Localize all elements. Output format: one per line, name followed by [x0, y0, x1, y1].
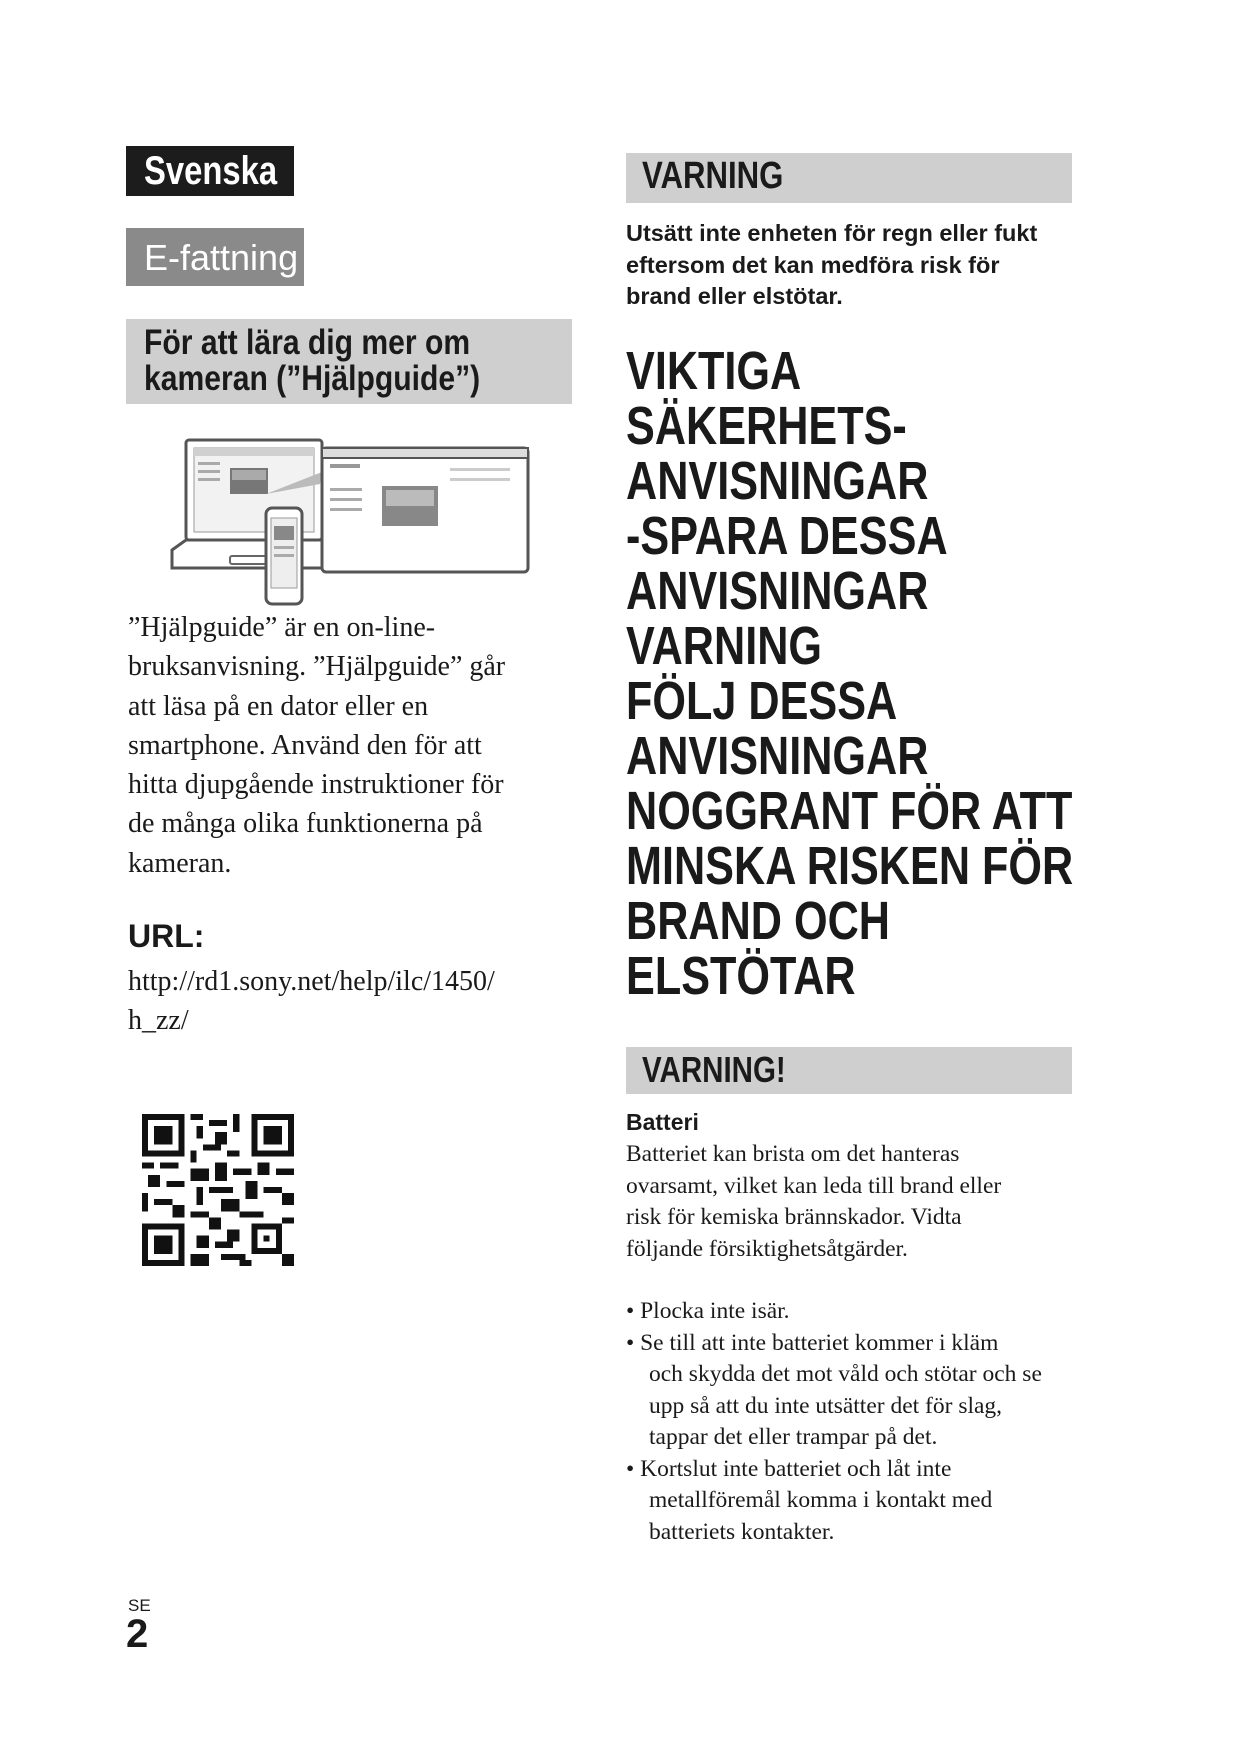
language-tag-label: Svenska	[144, 149, 278, 193]
intro-line: bruksanvisning. ”Hjälpguide” går	[128, 651, 506, 683]
important-line: FÖLJ DESSA	[626, 671, 898, 731]
list-item: • Plocka inte isär.	[626, 1298, 790, 1324]
mount-tag	[126, 228, 304, 286]
battery-line: ovarsamt, vilket kan leda till brand eller	[626, 1172, 1002, 1199]
warning-line: eftersom det kan medföra risk för	[626, 251, 1000, 278]
important-line: VARNING	[626, 616, 823, 676]
url-line: h_zz/	[128, 1005, 189, 1036]
url-label: URL:	[128, 918, 205, 954]
important-line: VIKTIGA	[626, 341, 802, 401]
warning2-heading	[626, 1047, 1072, 1094]
computer-smartphone-illustration	[170, 438, 530, 608]
mount-tag-label: E-fattning	[144, 237, 299, 278]
page-number: 2	[126, 1612, 149, 1656]
warning-heading-label: VARNING	[642, 155, 784, 197]
battery-title: Batteri	[626, 1109, 699, 1135]
battery-line: risk för kemiska brännskador. Vidta	[626, 1204, 962, 1230]
list-item: tappar det eller trampar på det.	[649, 1424, 938, 1450]
important-line: ANVISNINGAR	[626, 451, 929, 511]
warning-text	[626, 218, 1037, 313]
list-item: batteriets kontakter.	[649, 1518, 835, 1545]
intro-line: hitta djupgående instruktioner för	[128, 769, 504, 801]
list-item: metallföremål komma i kontakt med	[649, 1487, 993, 1513]
intro-line: ”Hjälpguide” är en on-line-	[128, 612, 436, 643]
important-line: MINSKA RISKEN FÖR	[626, 836, 1074, 896]
list-item: och skydda det mot våld och stötar och se	[649, 1361, 1042, 1387]
important-line: BRAND OCH	[626, 891, 890, 951]
important-line: ELSTÖTAR	[626, 946, 856, 1006]
language-tag	[126, 146, 294, 196]
important-line: SÄKERHETS-	[626, 396, 907, 456]
list-item: • Se till att inte batteriet kommer i kläm	[626, 1329, 999, 1356]
url-line: http://rd1.sony.net/help/ilc/1450/	[128, 966, 495, 997]
warning-heading	[626, 153, 1072, 203]
important-line: ANVISNINGAR	[626, 726, 929, 786]
battery-precautions-list	[626, 1296, 1042, 1548]
important-safety-instructions	[626, 341, 1185, 1006]
helpguide-heading	[126, 319, 572, 404]
page-language-code: SE	[128, 1596, 151, 1615]
warning-line: brand eller elstötar.	[626, 283, 843, 309]
list-item: • Kortslut inte batteriet och låt inte	[626, 1455, 952, 1482]
intro-line: kameran.	[128, 847, 232, 879]
intro-paragraph	[128, 608, 578, 883]
battery-line: följande försiktighetsåtgärder.	[626, 1235, 908, 1262]
qr-code-icon	[142, 1114, 294, 1266]
battery-paragraph	[626, 1139, 1001, 1265]
intro-line: smartphone. Använd den för att	[128, 729, 482, 761]
important-line: ANVISNINGAR	[626, 561, 929, 621]
warning-line: Utsätt inte enheten för regn eller fukt	[626, 220, 1038, 246]
warning2-heading-label: VARNING!	[642, 1049, 786, 1090]
helpguide-heading-line: kameran (”Hjälpguide”)	[144, 359, 481, 398]
intro-line: de många olika funktionerna på	[128, 808, 483, 840]
intro-line: att läsa på en dator eller en	[128, 690, 429, 722]
important-line: NOGGRANT FÖR ATT	[626, 781, 1073, 841]
list-item: upp så att du inte utsätter det för slag,	[649, 1392, 1003, 1419]
important-line: -SPARA DESSA	[626, 506, 948, 566]
help-guide-url[interactable]	[128, 962, 495, 1040]
battery-line: Batteriet kan brista om det hanteras	[626, 1141, 960, 1167]
helpguide-heading-line: För att lära dig mer om	[144, 323, 471, 362]
